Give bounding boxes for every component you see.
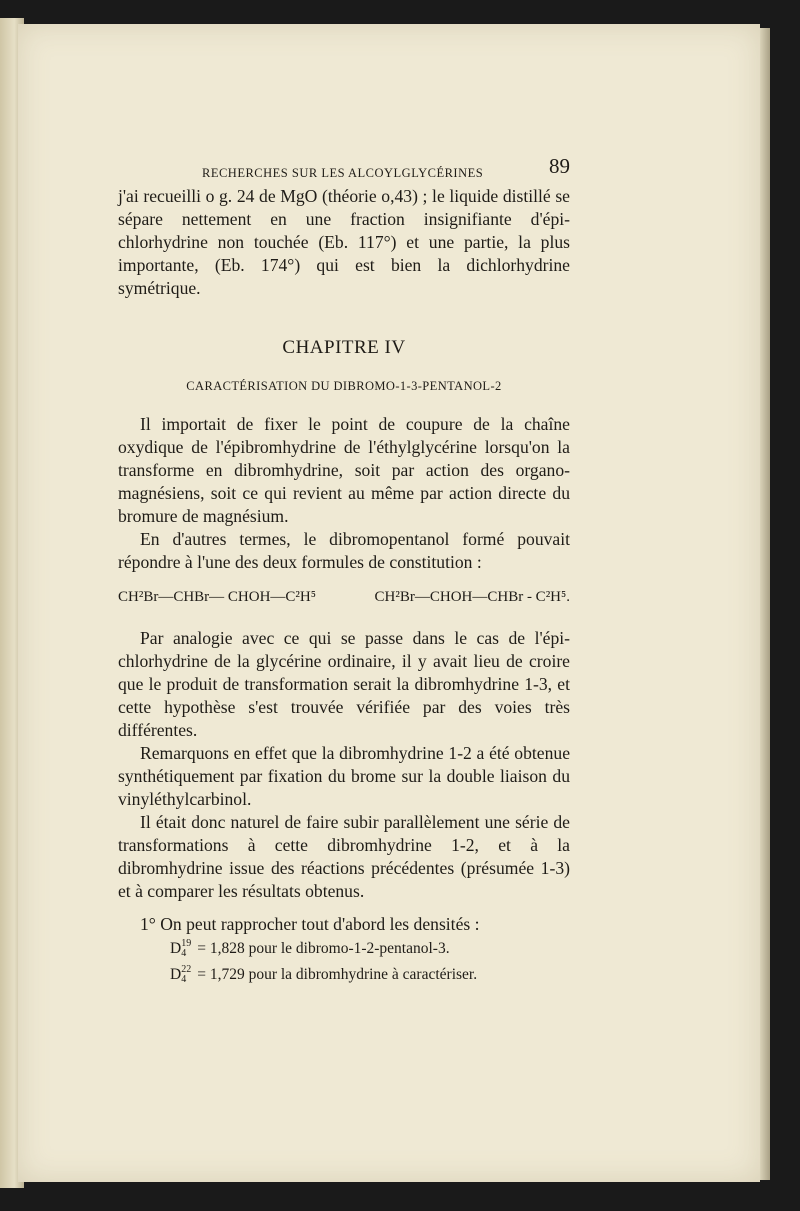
page-content [118,140,570,988]
density-line-1 [170,936,570,962]
formula-line [118,586,570,609]
running-head: RECHERCHES SUR LES ALCOYLGLYCÉRINES [202,166,484,180]
paragraph-intro: Il importait de fixer le point de coupure de la chaîne oxydique de l'épibromhydrine de l'éthylglycérine lorsqu'on la transforme en dibromhydrine, soit par action des organo-magnésiens, soit ce qui revient au même par action directe du bromure de magnésium. [118,414,570,526]
paragraph-remark: Remarquons en effet que la dibromhydrine 1-2 a été obtenue synthétiquement par fixation du brome sur la double liaison du vinyléthylcarbinol. [118,743,570,809]
density-line-2 [170,962,570,988]
paragraph-analogy: Par analogie avec ce qui se passe dans le cas de l'épi-chlorhydrine de la glycérine ordinaire, il y avait lieu de croire que le produit de transformation serait la dibromhydrine 1-3, et cette hypothèse s'est trouvée vérifiée par des voies très différentes. [118,628,570,740]
page-number: 89 [549,154,570,178]
density-superscript: 19 [181,938,192,950]
page-header [118,155,570,185]
density-superscript: 22 [181,964,192,976]
paragraph-densities: 1° On peut rapprocher tout d'abord les densités : [140,914,480,934]
density-value-text: = 1,828 pour le dibromo-1-2-pentanol-3. [197,940,450,957]
density-symbol: D [170,966,182,983]
paragraph-formulas-lead: En d'autres termes, le dibromopentanol formé pouvait répondre à l'une des deux formules de constitution : [118,529,570,572]
formula-2: CH²Br—CHOH—CHBr - C²H⁵. [374,589,570,605]
density-value-text: = 1,729 pour la dibromhydrine à caractériser. [197,966,478,983]
paragraph-transformations: Il était donc naturel de faire subir parallèlement une série de transformations à cette dibromhydrine 1-2, et à la dibromhydrine issue des réactions précédentes (présumée 1-3) et à comparer les résultats obtenus. [118,812,570,901]
page-stack-edge [760,28,770,1180]
density-symbol: D [170,940,182,957]
formula-1: CH²Br—CHBr— CHOH—C²H⁵ [118,589,316,605]
chapter-title: CHAPITRE IV [282,337,406,358]
section-title: CARACTÉRISATION DU DIBROMO-1-3-PENTANOL-2 [186,379,502,393]
density-subscript: 4 [181,948,187,960]
paragraph-continued: j'ai recueilli o g. 24 de MgO (théorie o,43) ; le liquide distillé se sépare nettement en une fraction insignifiante d'épi-chlorhydrine non touchée (Eb. 117°) et une partie, la plus importante, (Eb. 174°) qui est bien la dichlorhydrine symétrique. [118,186,570,298]
density-subscript: 4 [181,974,187,986]
